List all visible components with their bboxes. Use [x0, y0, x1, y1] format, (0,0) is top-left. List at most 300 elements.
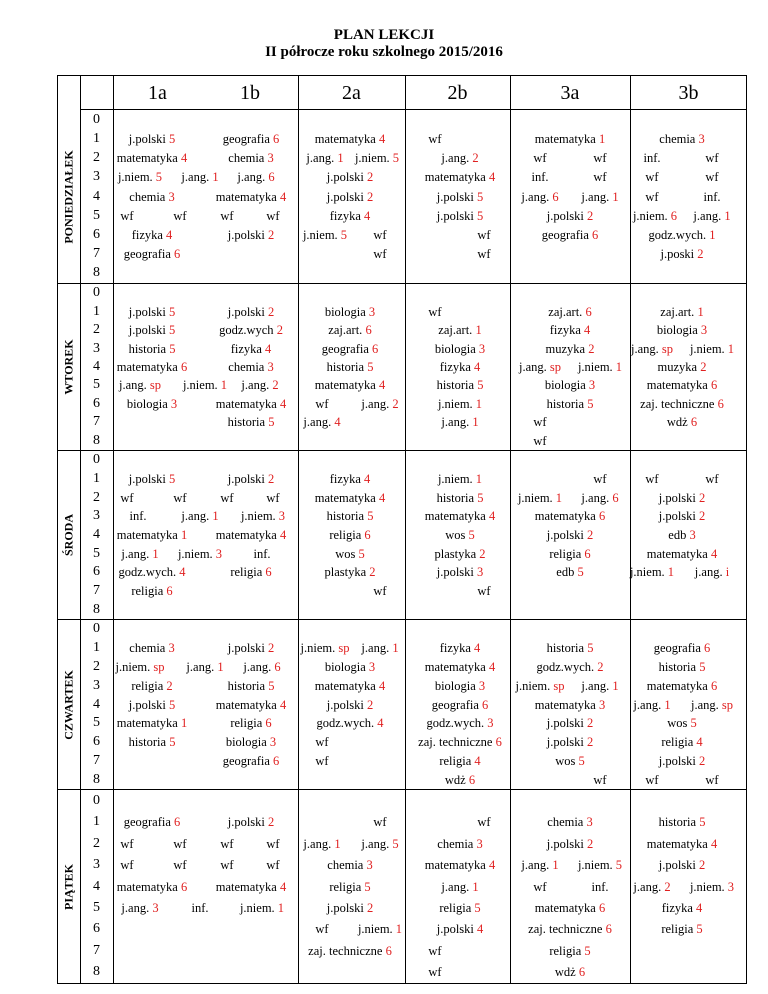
subject: j.polski: [128, 304, 166, 319]
room-number: 6: [361, 528, 371, 542]
lesson-cell: [230, 713, 271, 733]
subject: zaj.art.: [438, 323, 473, 338]
lesson-cell: [667, 713, 697, 733]
subject: j.polski: [326, 900, 364, 915]
lesson-cell: [191, 898, 208, 918]
subject: wf: [533, 879, 547, 894]
period-number: 4: [93, 878, 100, 894]
lesson-cell: [228, 638, 275, 658]
lesson-cell: [428, 129, 441, 149]
lesson-cell: [327, 167, 374, 187]
subject: matematyka: [215, 396, 277, 411]
room-number: 1: [706, 227, 716, 242]
lesson-cell: [327, 855, 372, 875]
room-number: 2: [363, 900, 374, 915]
day-divider: [57, 450, 747, 451]
lesson-cell: [533, 877, 546, 897]
lesson-cell: [550, 320, 591, 340]
room-number: 5: [693, 922, 703, 937]
room-number: 6: [707, 678, 718, 693]
room-number: 2: [695, 509, 706, 524]
subject: j.ang.: [306, 151, 335, 166]
room-number: 5: [687, 716, 697, 731]
room-number: 2: [163, 678, 173, 693]
subject: j.polski: [546, 208, 584, 223]
lesson-cell: [223, 129, 280, 149]
lesson-cell: [129, 129, 176, 149]
room-number: 4: [177, 151, 188, 166]
subject: j.polski: [227, 472, 265, 486]
lesson-cell: [117, 713, 187, 733]
lesson-cell: [593, 469, 606, 489]
lesson-cell: [361, 834, 398, 854]
room-number: 5: [165, 131, 176, 146]
room-number: 6: [382, 943, 392, 958]
subject: wf: [373, 247, 387, 262]
period-number: 4: [93, 359, 100, 374]
room-number: 2: [469, 151, 479, 166]
room-number: 4: [276, 879, 287, 894]
subject: geografia: [431, 697, 479, 712]
lesson-cell: [317, 713, 384, 733]
room-number: 1: [274, 900, 285, 915]
subject: historia: [436, 490, 475, 505]
subject: wf: [477, 227, 491, 242]
subject: inf.: [703, 189, 721, 204]
lesson-cell: [373, 581, 386, 601]
room-number: 6: [269, 131, 280, 146]
period-number: 1: [93, 814, 100, 830]
subject: j.polski: [436, 189, 474, 204]
subject: matematyka: [646, 836, 708, 851]
room-number: 2: [697, 360, 707, 374]
lesson-cell: [649, 225, 716, 245]
room-number: 3: [149, 900, 159, 915]
subject: j.polski: [227, 227, 265, 242]
period-number: 7: [93, 414, 100, 430]
subject: wf: [120, 836, 134, 851]
subject: matematyka: [424, 509, 486, 524]
lesson-cell: [659, 488, 706, 508]
lesson-cell: [703, 187, 720, 207]
subject: godz.wych.: [426, 716, 485, 731]
subject: j.niem.: [300, 641, 336, 656]
lesson-cell: [661, 732, 702, 752]
lesson-cell: [121, 898, 158, 918]
subject: religia: [549, 943, 582, 958]
lesson-cell: [435, 676, 485, 696]
subject: j.niem.: [689, 879, 725, 894]
subject: j.niem.: [240, 509, 276, 524]
period-number: 1: [93, 303, 100, 319]
subject: wf: [428, 131, 442, 146]
lesson-cell: [322, 339, 379, 359]
room-number: 3: [697, 323, 708, 338]
subject: j.niem.: [632, 208, 668, 223]
period-number: 2: [93, 322, 100, 338]
lesson-cell: [129, 506, 146, 526]
day-label-4: [57, 790, 80, 983]
lesson-cell: [438, 469, 482, 489]
subject: wf: [428, 943, 442, 958]
subject: wf: [645, 472, 659, 486]
lesson-cell: [427, 713, 494, 733]
room-number: 5: [581, 943, 591, 958]
subject: j.ang.: [361, 396, 390, 411]
lesson-cell: [477, 812, 490, 832]
lesson-cell: [435, 339, 485, 359]
room-number: 4: [693, 735, 703, 750]
lesson-cell: [437, 206, 484, 226]
lesson-cell: [662, 898, 703, 918]
room-number: sp: [546, 360, 562, 374]
period-number: 0: [93, 621, 100, 637]
lesson-cell: [437, 562, 484, 582]
lesson-cell: [434, 544, 485, 564]
subject: chemia: [228, 360, 265, 374]
room-number: 1: [177, 716, 188, 731]
subject: inf.: [253, 546, 271, 561]
room-number: 3: [212, 546, 223, 561]
room-number: 4: [360, 208, 371, 223]
room-number: 1: [661, 697, 671, 712]
subject: zaj. techniczne: [418, 735, 493, 750]
lesson-cell: [315, 751, 328, 771]
lesson-cell: [131, 581, 172, 601]
lesson-cell: [581, 187, 618, 207]
subject: wf: [428, 965, 442, 980]
subject: j.polski: [658, 753, 696, 768]
lesson-cell: [124, 812, 181, 832]
room-number: 6: [714, 396, 724, 411]
lesson-cell: [327, 695, 374, 715]
room-number: 1: [472, 472, 483, 486]
subject: j.ang.: [693, 208, 722, 223]
lesson-cell: [228, 357, 273, 377]
room-number: 3: [167, 396, 178, 411]
lesson-cell: [643, 148, 660, 168]
lesson-cell: [654, 638, 711, 658]
subject: matematyka: [215, 697, 277, 712]
room-number: 6: [602, 922, 612, 937]
lesson-cell: [330, 206, 371, 226]
lesson-cell: [441, 412, 478, 432]
room-number: 6: [609, 490, 619, 505]
subject: j.polski: [546, 735, 584, 750]
lesson-cell: [266, 834, 279, 854]
room-number: 2: [594, 659, 604, 674]
room-number: 1: [721, 208, 731, 223]
subject: j.ang.: [633, 697, 662, 712]
subject: j.niem.: [239, 900, 275, 915]
period-number: 5: [93, 715, 100, 731]
lesson-cell: [645, 770, 658, 790]
lesson-cell: [542, 225, 599, 245]
lesson-cell: [437, 187, 484, 207]
lesson-cell: [121, 544, 158, 564]
subject: matematyka: [534, 509, 596, 524]
lesson-cell: [173, 855, 186, 875]
subject: j.ang.: [630, 341, 659, 356]
lesson-cell: [630, 562, 674, 582]
lesson-cell: [124, 244, 181, 264]
room-number: 6: [687, 415, 698, 430]
subject: wf: [645, 189, 659, 204]
subject: j.ang.: [303, 836, 332, 851]
lesson-cell: [373, 812, 386, 832]
room-number: 3: [475, 341, 486, 356]
room-number: 4: [375, 131, 386, 146]
lesson-cell: [547, 394, 594, 414]
lesson-cell: [633, 206, 677, 226]
subject: j.niem.: [437, 472, 473, 486]
lesson-cell: [303, 412, 340, 432]
lesson-cell: [657, 320, 707, 340]
period-number: 6: [93, 564, 100, 580]
room-number: 5: [584, 641, 594, 656]
room-number: 4: [485, 170, 496, 185]
subject: edb: [556, 565, 575, 580]
subject: zaj.art.: [660, 304, 695, 319]
lesson-cell: [705, 469, 718, 489]
period-number: 5: [93, 377, 100, 393]
period-number: 8: [93, 265, 100, 281]
day-name: PIĄTEK: [61, 863, 75, 910]
subject: wf: [533, 433, 547, 448]
room-number: 5: [474, 378, 484, 393]
room-number: 1: [472, 396, 483, 411]
period-number: 7: [93, 752, 100, 768]
subject: j.polski: [128, 472, 166, 486]
period-number: 0: [93, 285, 100, 301]
lesson-cell: [228, 148, 273, 168]
room-number: 4: [331, 415, 341, 430]
room-number: 5: [265, 678, 275, 693]
title-line-2: II półrocze roku szkolnego 2015/2016: [265, 44, 503, 60]
lesson-cell: [129, 302, 176, 322]
subject: geografia: [222, 131, 270, 146]
room-number: 5: [389, 151, 400, 166]
room-number: 2: [273, 323, 283, 338]
subject: wf: [593, 170, 607, 185]
subject: wf: [705, 772, 719, 787]
lesson-cell: [537, 657, 604, 677]
subject: matematyka: [424, 170, 486, 185]
subject: zaj. techniczne: [528, 922, 603, 937]
subject: j.polski: [128, 131, 166, 146]
room-number: 6: [595, 900, 606, 915]
lesson-cell: [425, 657, 495, 677]
lesson-cell: [645, 167, 658, 187]
room-number: 3: [473, 836, 483, 851]
subject: geografia: [541, 227, 589, 242]
lesson-cell: [129, 339, 176, 359]
lesson-cell: [173, 834, 186, 854]
lesson-cell: [329, 525, 370, 545]
subject: historia: [227, 678, 266, 693]
room-number: 2: [583, 528, 594, 542]
lesson-cell: [633, 877, 670, 897]
room-number: 4: [707, 836, 718, 851]
room-number: 5: [471, 900, 481, 915]
room-number: 2: [264, 641, 275, 656]
subject: j.ang.: [181, 509, 210, 524]
lesson-cell: [266, 855, 279, 875]
lesson-cell: [593, 167, 606, 187]
subject: wf: [173, 490, 187, 505]
subject: wf: [533, 151, 547, 166]
lesson-cell: [432, 695, 489, 715]
lesson-cell: [181, 167, 218, 187]
lesson-cell: [325, 302, 375, 322]
subject: plastyka: [324, 565, 367, 580]
lesson-cell: [228, 469, 275, 489]
subject: j.ang.: [581, 189, 610, 204]
lesson-cell: [437, 919, 484, 939]
period-number: 6: [93, 226, 100, 242]
lesson-cell: [647, 834, 717, 854]
lesson-cell: [556, 562, 583, 582]
subject: wf: [373, 815, 387, 830]
room-number: 1: [149, 546, 159, 561]
day-label-1: [57, 284, 80, 450]
lesson-cell: [438, 320, 481, 340]
lesson-cell: [547, 812, 592, 832]
lesson-cell: [315, 676, 385, 696]
subject: biologia: [434, 341, 476, 356]
room-number: 2: [585, 341, 595, 356]
lesson-cell: [661, 919, 702, 939]
room-number: 5: [584, 396, 594, 411]
lesson-cell: [690, 339, 734, 359]
room-number: 3: [695, 131, 705, 146]
room-number: 1: [664, 565, 675, 580]
lesson-cell: [439, 751, 480, 771]
lesson-cell: [330, 469, 371, 489]
lesson-cell: [117, 357, 187, 377]
subject: biologia: [126, 396, 168, 411]
room-number: 2: [363, 697, 374, 712]
lesson-cell: [373, 225, 386, 245]
subject: wf: [373, 584, 387, 598]
page-title: [0, 27, 768, 61]
lesson-cell: [533, 431, 546, 451]
room-number: 1: [331, 836, 341, 851]
room-number: 5: [364, 360, 374, 374]
subject: religia: [131, 678, 164, 693]
subject: wf: [173, 836, 187, 851]
lesson-cell: [315, 488, 385, 508]
lesson-cell: [659, 506, 706, 526]
lesson-cell: [440, 357, 481, 377]
subject: j.ang.: [694, 565, 723, 580]
period-number: 3: [93, 508, 100, 524]
subject: j.ang.: [186, 659, 215, 674]
period-number: 5: [93, 899, 100, 915]
lesson-cell: [315, 732, 328, 752]
lesson-cell: [223, 751, 280, 771]
lesson-cell: [477, 225, 490, 245]
subject: muzyka: [657, 360, 698, 374]
lesson-cell: [228, 812, 275, 832]
lesson-cell: [477, 244, 490, 264]
subject: j.ang.: [303, 415, 332, 430]
subject: religia: [329, 528, 362, 542]
subject: religia: [329, 879, 362, 894]
period-number: 8: [93, 964, 100, 980]
day-name: WTOREK: [61, 339, 75, 395]
lesson-cell: [547, 713, 594, 733]
room-number: 5: [355, 546, 365, 561]
period-number: 0: [93, 111, 100, 127]
lesson-cell: [328, 320, 371, 340]
room-number: 1: [609, 678, 619, 693]
room-number: 6: [588, 227, 599, 242]
lesson-cell: [547, 638, 594, 658]
lesson-cell: [216, 877, 286, 897]
lesson-cell: [535, 129, 605, 149]
room-number: 4: [471, 753, 481, 768]
subject: biologia: [434, 678, 476, 693]
lesson-cell: [425, 855, 495, 875]
subject: wf: [645, 170, 659, 185]
class-header-2a: 2a: [342, 82, 361, 104]
subject: historia: [326, 509, 365, 524]
room-number: 6: [595, 509, 606, 524]
lesson-cell: [240, 898, 284, 918]
room-number: sp: [658, 341, 674, 356]
subject: matematyka: [646, 678, 708, 693]
subject: j.polski: [436, 922, 474, 937]
room-number: 4: [470, 360, 481, 374]
subject: edb: [668, 528, 687, 542]
lesson-cell: [631, 339, 673, 359]
subject: chemia: [228, 151, 265, 166]
room-number: sp: [718, 697, 734, 712]
subject: wf: [266, 858, 280, 873]
subject: wf: [266, 208, 280, 223]
lesson-cell: [659, 657, 706, 677]
lesson-cell: [593, 148, 606, 168]
lesson-cell: [228, 676, 275, 696]
subject: wf: [593, 772, 607, 787]
subject: j.polski: [436, 565, 474, 580]
room-number: 1: [549, 858, 559, 873]
room-number: 4: [470, 641, 481, 656]
lesson-cell: [535, 506, 605, 526]
room-number: 4: [485, 858, 496, 873]
subject: fizyka: [661, 900, 693, 915]
lesson-cell: [549, 941, 590, 961]
subject: j.ang.: [521, 189, 550, 204]
subject: j.polski: [227, 641, 265, 656]
lesson-cell: [546, 339, 595, 359]
room-number: 4: [375, 678, 386, 693]
subject: fizyka: [439, 641, 471, 656]
subject: wf: [705, 151, 719, 166]
lesson-cell: [531, 167, 548, 187]
subject: j.ang.: [181, 170, 210, 185]
period-number: 8: [93, 601, 100, 617]
room-number: 4: [473, 922, 484, 937]
subject: wf: [220, 490, 234, 505]
room-number: 4: [580, 323, 591, 338]
subject: matematyka: [116, 528, 178, 542]
room-number: 5: [364, 509, 374, 524]
subject: j.ang.: [581, 678, 610, 693]
subject: wf: [533, 415, 547, 430]
subject: j.ang.: [441, 151, 470, 166]
